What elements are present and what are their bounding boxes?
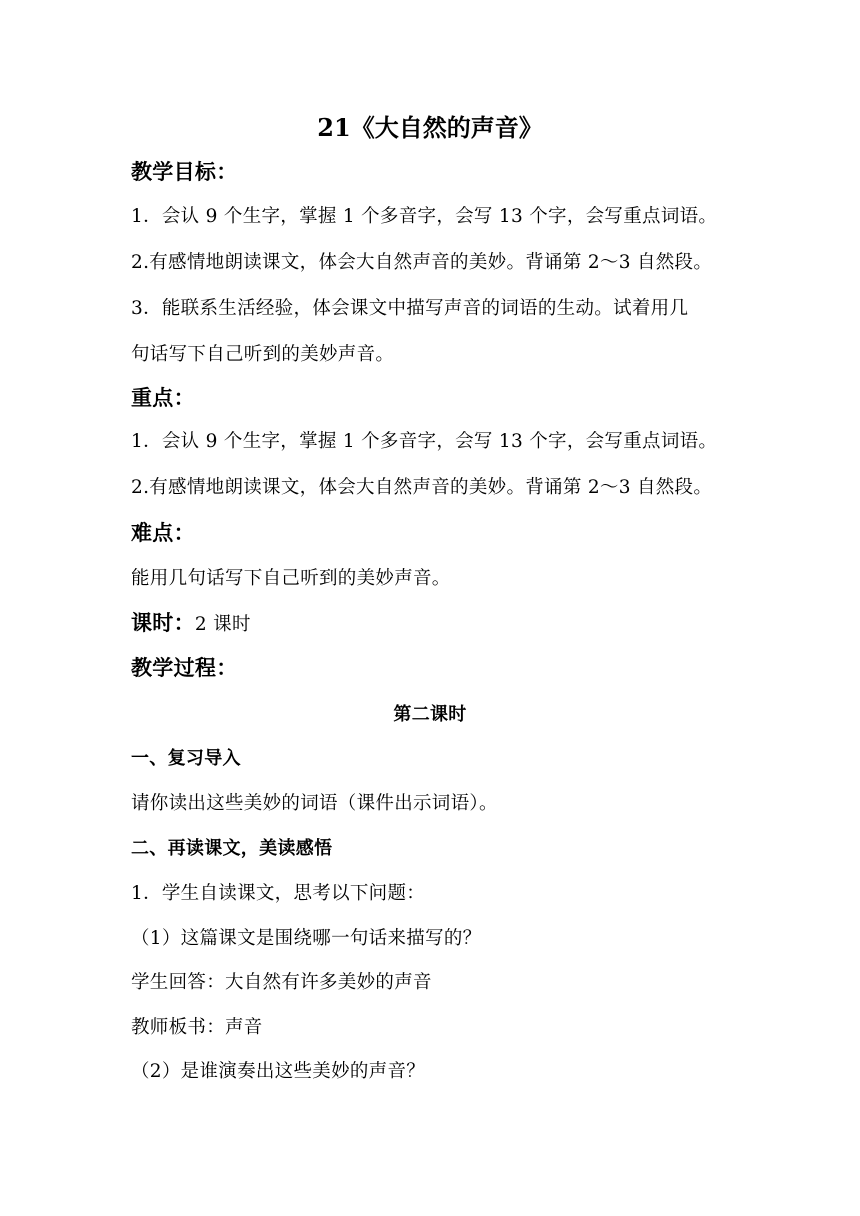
section2-line: 1．学生自读课文，思考以下问题： <box>131 883 426 904</box>
goal-item: 3．能联系生活经验，体会课文中描写声音的词语的生动。试着用几 <box>131 298 689 319</box>
goal-item: 1．会认 9 个生字，掌握 1 个多音字，会写 13 个字，会写重点词语。 <box>131 206 718 227</box>
section1-text: 请你读出这些美妙的词语（课件出示词语）。 <box>131 793 498 814</box>
goal-item-continuation: 句话写下自己听到的美妙声音。 <box>131 344 395 365</box>
class-hours <box>131 609 760 639</box>
key-point-item: 2.有感情地朗读课文，体会大自然声音的美妙。背诵第 2～3 自然段。 <box>131 477 713 498</box>
process-heading: 教学过程： <box>131 656 238 680</box>
section2-heading: 二、再读课文，美读感悟 <box>131 838 333 859</box>
section2-line: （1）这篇课文是围绕哪一句话来描写的？ <box>131 928 482 949</box>
key-points-heading: 重点： <box>131 386 195 410</box>
key-point-item: 1．会认 9 个生字，掌握 1 个多音字，会写 13 个字，会写重点词语。 <box>131 431 718 452</box>
section1-heading: 一、复习导入 <box>131 748 241 769</box>
class-hours-label: 课时： <box>131 611 195 635</box>
document-title: 21《大自然的声音》 <box>317 113 543 142</box>
class-hours-value: 2 课时 <box>194 614 251 635</box>
difficulty-text: 能用几句话写下自己听到的美妙声音。 <box>131 568 451 589</box>
difficulty-heading: 难点： <box>131 521 195 545</box>
section2-line: 学生回答：大自然有许多美妙的声音 <box>131 972 432 993</box>
section2-line: （2）是谁演奏出这些美妙的声音？ <box>131 1061 426 1082</box>
lesson-title: 第二课时 <box>393 704 467 725</box>
goals-heading: 教学目标： <box>131 160 238 184</box>
goal-item: 2.有感情地朗读课文，体会大自然声音的美妙。背诵第 2～3 自然段。 <box>131 252 713 273</box>
section2-line: 教师板书：声音 <box>131 1017 263 1038</box>
